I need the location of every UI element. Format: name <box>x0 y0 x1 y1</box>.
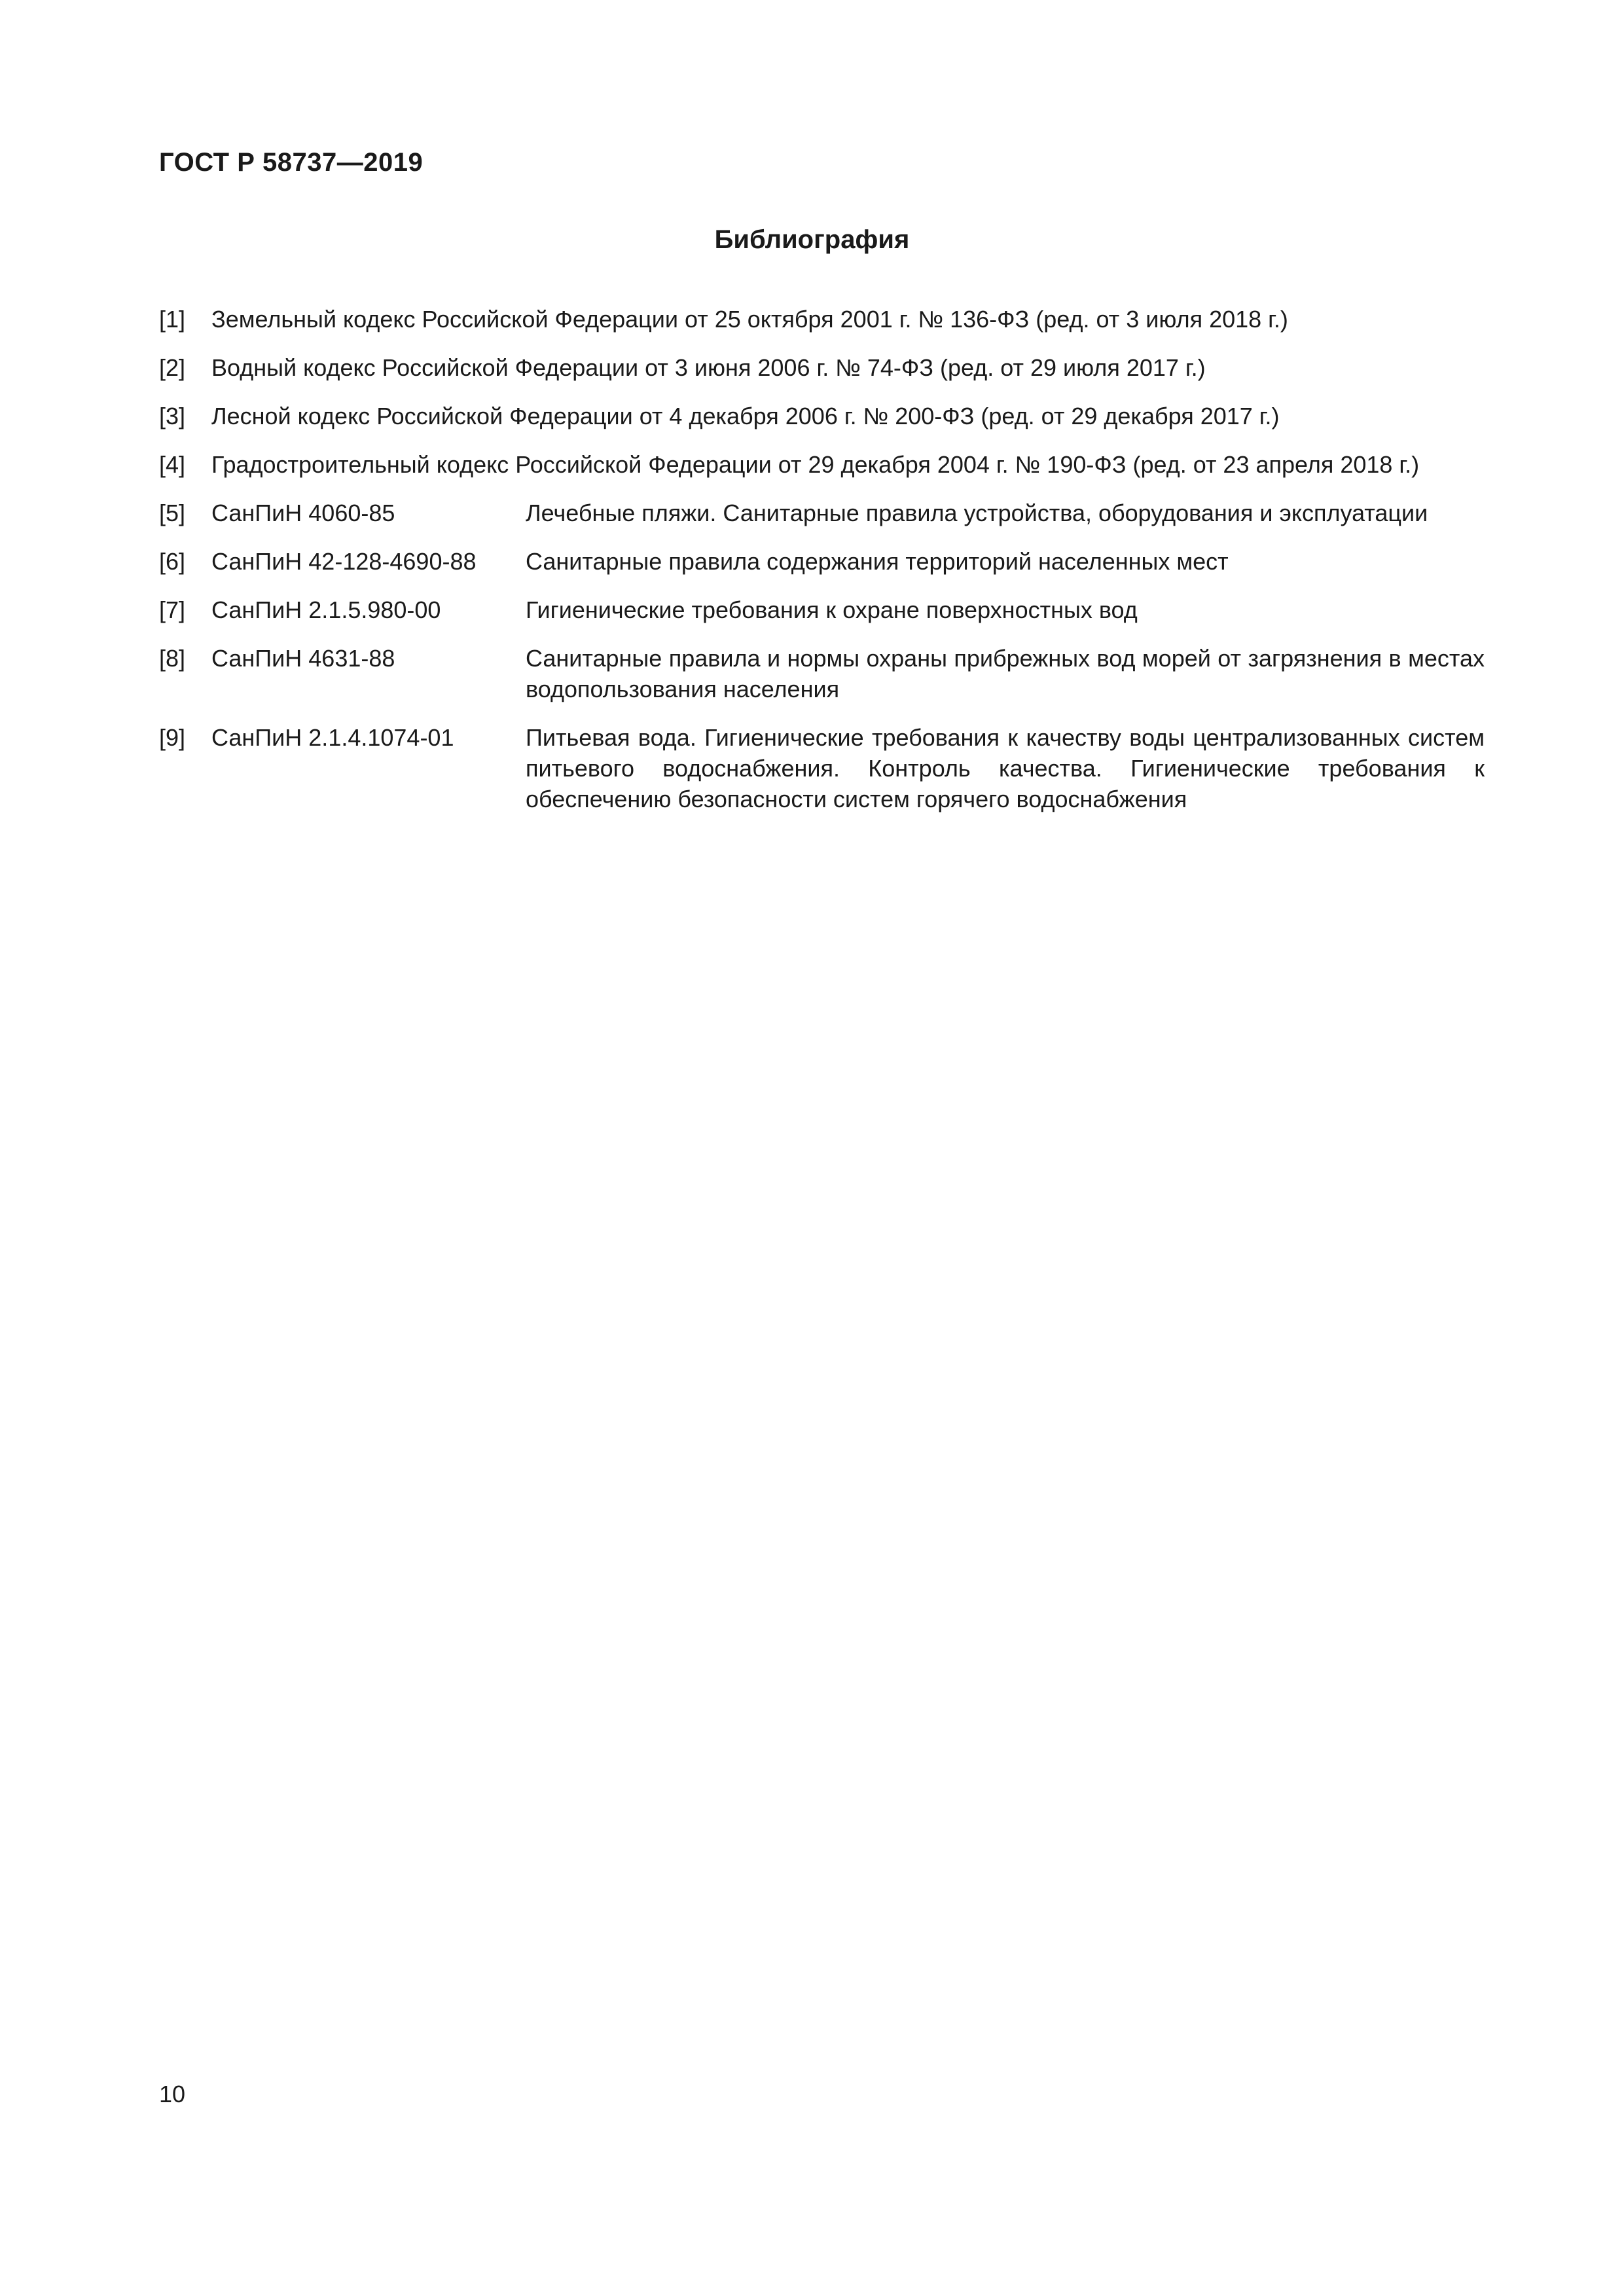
bibliography-entry-4 <box>159 449 1485 480</box>
entry-text: Земельный кодекс Российской Федерации от 25 октября 2001 г. № 136-ФЗ (ред. от 3 июля 2018 г.) <box>211 306 1288 333</box>
bibliography-entry-2 <box>159 352 1485 383</box>
entry-number: [6] <box>159 548 186 575</box>
entry-description: Санитарные правила содержания территорий населенных мест <box>526 548 1229 575</box>
entry-number: [5] <box>159 500 186 526</box>
entry-description: Лечебные пляжи. Санитарные правила устройства, оборудования и эксплуатации <box>526 500 1428 526</box>
entry-number: [2] <box>159 354 186 381</box>
bibliography-entry-1 <box>159 304 1485 335</box>
bibliography-list <box>159 304 1485 832</box>
entry-number: [9] <box>159 724 186 751</box>
bibliography-entry-3 <box>159 401 1485 431</box>
entry-description: Питьевая вода. Гигиенические требования к качеству воды централизованных систем питьевого водоснабжения. Контроль качества. Гигиенические требования к обеспечению безопасности систем горячего водоснабжения <box>526 724 1485 812</box>
entry-number: [3] <box>159 403 186 429</box>
bibliography-entry-6 <box>159 546 1485 577</box>
entry-code: СанПиН 42-128-4690-88 <box>211 548 477 575</box>
entry-description: Санитарные правила и нормы охраны прибрежных вод морей от загрязнения в местах водопользования населения <box>526 645 1485 702</box>
entry-number: [8] <box>159 645 186 672</box>
entry-text: Лесной кодекс Российской Федерации от 4 декабря 2006 г. № 200-ФЗ (ред. от 29 декабря 2017 г.) <box>211 403 1280 429</box>
page-number: 10 <box>159 2081 186 2107</box>
entry-number: [1] <box>159 306 186 333</box>
entry-code: СанПиН 2.1.5.980-00 <box>211 596 441 623</box>
bibliography-entry-9 <box>159 722 1485 814</box>
entry-code: СанПиН 4631-88 <box>211 645 395 672</box>
bibliography-entry-5 <box>159 498 1485 528</box>
entry-text: Водный кодекс Российской Федерации от 3 июня 2006 г. № 74-ФЗ (ред. от 29 июля 2017 г.) <box>211 354 1206 381</box>
entry-code: СанПиН 4060-85 <box>211 500 395 526</box>
document-code: ГОСТ Р 58737—2019 <box>159 148 424 177</box>
bibliography-entry-7 <box>159 594 1485 625</box>
entry-code: СанПиН 2.1.4.1074-01 <box>211 724 454 751</box>
section-title: Библиография <box>714 225 910 254</box>
bibliography-entry-8 <box>159 643 1485 704</box>
entry-description: Гигиенические требования к охране поверхностных вод <box>526 596 1138 623</box>
entry-number: [4] <box>159 451 186 478</box>
entry-number: [7] <box>159 596 186 623</box>
entry-text: Градостроительный кодекс Российской Федерации от 29 декабря 2004 г. № 190-ФЗ (ред. от 23 апреля 2018 г.) <box>211 451 1420 478</box>
